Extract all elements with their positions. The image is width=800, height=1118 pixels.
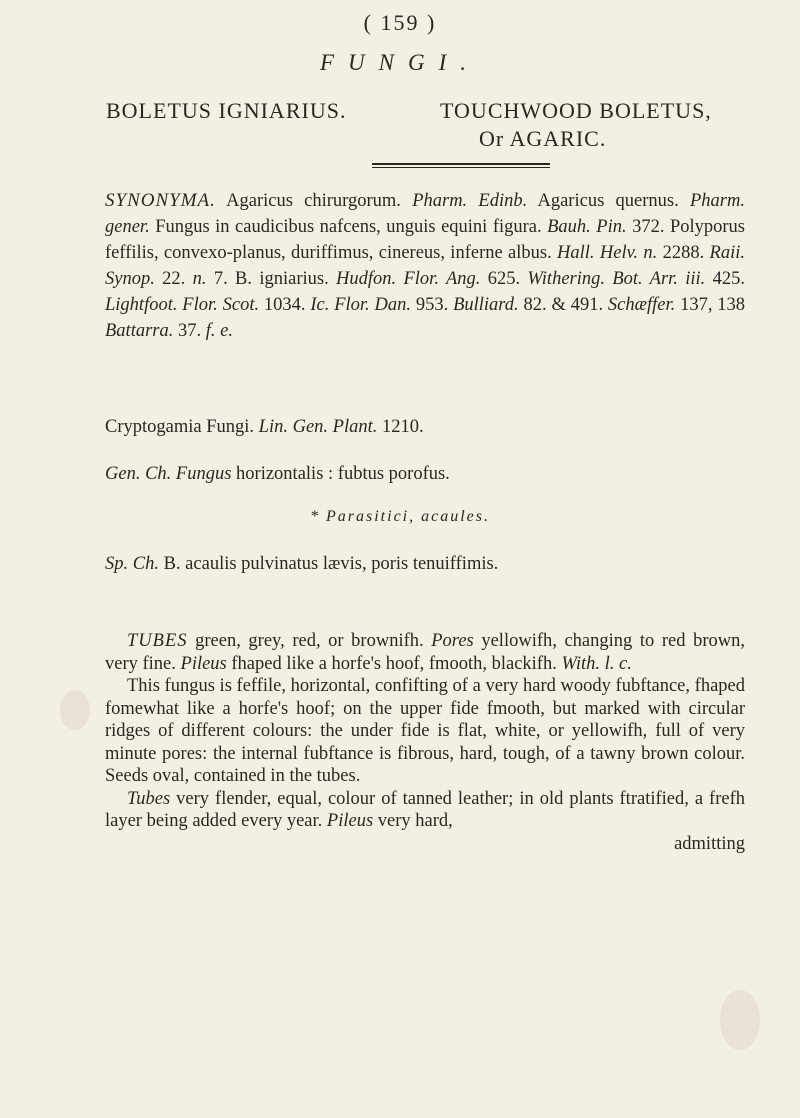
paper-stain	[720, 990, 760, 1050]
group-heading	[0, 508, 800, 526]
synonyma-segment: n.	[192, 269, 207, 289]
synonyma-segment: Fungus in caudicibus nafcens, unguis equini figura.	[149, 217, 548, 237]
synonyma-segment: 625.	[480, 269, 528, 289]
synonyma-segment: f. e.	[205, 321, 233, 341]
class-number: 1210.	[382, 417, 424, 437]
synonyma-segment: 425.	[705, 269, 745, 289]
synonyma-lead: SYNONYMA.	[105, 190, 216, 211]
synonyma-segment: Lightfoot. Flor. Scot.	[105, 295, 260, 315]
description-paragraph-1	[105, 630, 745, 675]
latin-title: BOLETUS IGNIARIUS.	[106, 98, 347, 123]
description-p1-segment: yellowifh, changing to red brown, very fine.	[105, 631, 746, 674]
description-paragraph-2: This fungus is feffile, horizontal, confifting of a very hard woody fubftance, fhaped fomewhat like a horfe's hoof; on the upper fide fmooth, but marked with circular ridges of different colours: the under fide is flat, white, or yellowifh, full of very minute pores: the internal fubftance is fibrous, hard, tough, of a tawny brown colour. Seeds oval, contained in the tubes.	[105, 676, 745, 786]
specific-label: Sp. Ch.	[105, 554, 159, 574]
generic-label: Gen. Ch.	[105, 464, 172, 484]
description-p3-segment: very hard,	[373, 811, 453, 831]
synonyma-segment: 2288.	[657, 243, 710, 263]
synonyma-segment: Hall. Helv. n.	[557, 243, 658, 263]
group-name: Parasitici, acaules.	[326, 508, 490, 525]
specific-text: B. acaulis pulvinatus lævis, poris tenuiffimis.	[163, 554, 499, 574]
section-heading: FUNGI.	[319, 50, 481, 75]
synonyma-segment: 37.	[173, 321, 206, 341]
english-title: TOUCHWOOD BOLETUS,	[440, 98, 712, 123]
description-p1-segment: Pileus	[180, 653, 227, 674]
description-p1-segment: Pores	[431, 631, 474, 651]
specific-character	[105, 551, 745, 577]
synonyma-segment: 82. & 491.	[518, 295, 608, 315]
synonyma-segment: Schæffer.	[607, 295, 676, 315]
generic-fungus: Fungus	[175, 464, 232, 484]
synonyma-segment: Raii. Synop.	[105, 243, 745, 289]
english-title-alt: Or AGARIC.	[479, 126, 607, 151]
generic-character	[105, 461, 745, 487]
synonyma-segment: Battarra.	[105, 321, 174, 341]
description-p3-segment: Pileus	[326, 811, 374, 831]
title-rule	[372, 163, 550, 168]
synonyma-segment: 953.	[411, 295, 454, 315]
synonyma-segment: Withering. Bot. Arr. iii.	[527, 269, 706, 289]
generic-text: horizontalis : fubtus porofus.	[236, 464, 450, 484]
synonyma-segment: Bauh. Pin.	[547, 217, 627, 237]
description-p1-segment: With. l. c.	[561, 653, 632, 674]
description-p1-segment: fhaped like a horfe's hoof, fmooth, blackifh.	[226, 653, 562, 674]
description-p3-segment: very flender, equal, colour of tanned leather; in old plants ftratified, a frefh layer being added every year.	[105, 788, 745, 831]
synonyma-paragraph	[105, 188, 745, 344]
description-p1-segment: TUBES	[127, 631, 188, 651]
synonyma-segment: 372. Polyporus feffilis, convexo-planus, duriffimus, cinereus, inferne albus.	[105, 217, 745, 263]
synonyma-segment: Bulliard.	[453, 295, 519, 315]
catchword: admitting	[674, 833, 745, 854]
synonyma-segment: 137, 138	[675, 295, 746, 315]
description-p1-segment: green, grey, red, or brownifh.	[187, 631, 432, 651]
synonyma-body	[105, 191, 745, 341]
synonyma-segment: 1034.	[259, 295, 311, 315]
synonyma-segment: Pharm. Edinb.	[412, 191, 528, 211]
class-label: Cryptogamia Fungi.	[105, 417, 255, 437]
paper-stain	[60, 690, 90, 730]
synonyma-segment: 7. B. igniarius.	[206, 269, 337, 289]
synonyma-segment: Agaricus chirurgorum.	[215, 191, 413, 211]
page-number: ( 159 )	[363, 10, 437, 35]
classification-line	[105, 414, 745, 440]
class-reference: Lin. Gen. Plant.	[258, 417, 378, 437]
description	[105, 630, 745, 855]
group-asterisk: *	[310, 508, 320, 525]
synonyma-segment: Pharm. gener.	[105, 191, 745, 237]
synonyma-segment: Agaricus quernus.	[527, 191, 690, 211]
synonyma-segment: Ic. Flor. Dan.	[310, 295, 412, 315]
description-p3-segment: Tubes	[127, 788, 171, 809]
synonyma-segment: 22.	[154, 269, 193, 289]
synonyma-segment: Hudfon. Flor. Ang.	[336, 269, 481, 289]
description-paragraph-3	[105, 788, 745, 833]
